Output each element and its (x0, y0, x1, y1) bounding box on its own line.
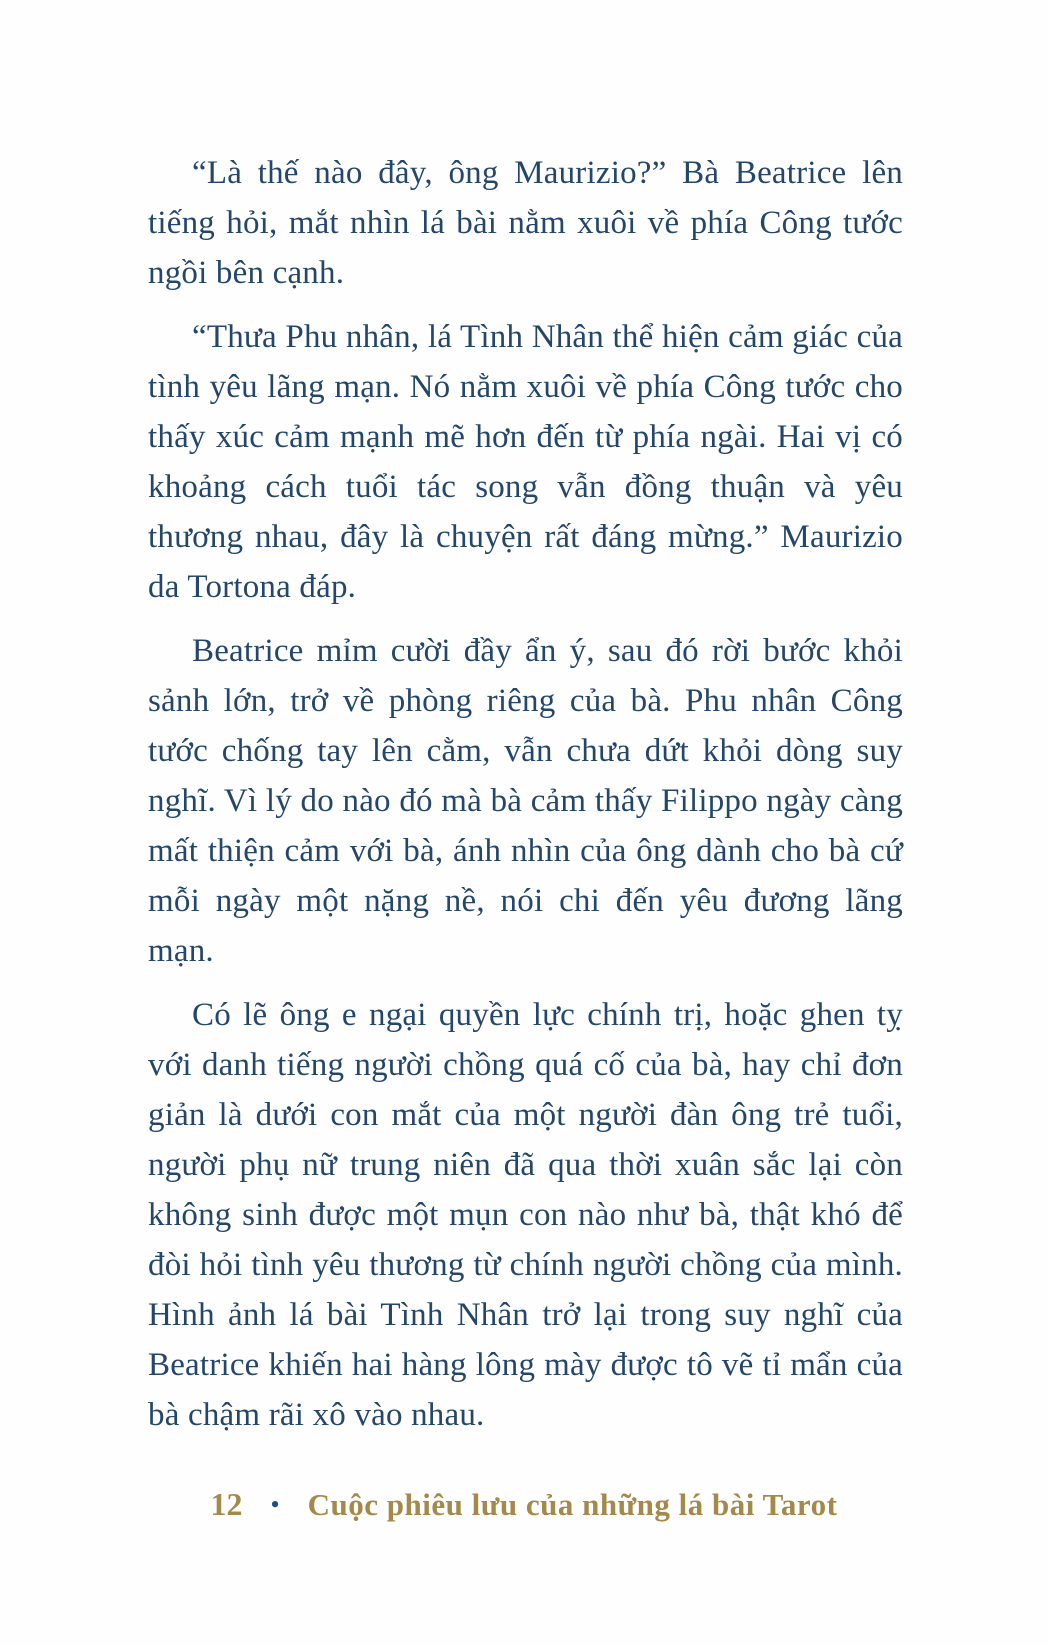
paragraph-narration-2: Có lẽ ông e ngại quyền lực chính trị, hoặc ghen tỵ với danh tiếng người chồng quá cố của bà, hay chỉ đơn giản là dưới con mắt của một người đàn ông trẻ tuổi, người phụ nữ trung niên đã qua thời xuân sắc lại còn không sinh được một mụn con nào như bà, thật khó để đòi hỏi tình yêu thương từ chính người chồng của mình. Hình ảnh lá bài Tình Nhân trở lại trong suy nghĩ của Beatrice khiến hai hàng lông mày được tô vẽ tỉ mẩn của bà chậm rãi xô vào nhau. (148, 997, 903, 1433)
bullet-separator-icon: • (270, 1489, 280, 1519)
page-footer (0, 1486, 1048, 1523)
book-title: Cuộc phiêu lưu của những lá bài Tarot (307, 1487, 838, 1522)
paragraph-dialogue-beatrice: “Là thế nào đây, ông Maurizio?” Bà Beatrice lên tiếng hỏi, mắt nhìn lá bài nằm xuôi về phía Công tước ngồi bên cạnh. (148, 155, 903, 291)
page-body-text (148, 148, 903, 1454)
page-number: 12 (210, 1486, 243, 1522)
paragraph-narration-1: Beatrice mỉm cười đầy ẩn ý, sau đó rời bước khỏi sảnh lớn, trở về phòng riêng của bà. Phu nhân Công tước chống tay lên cằm, vẫn chưa dứt khỏi dòng suy nghĩ. Vì lý do nào đó mà bà cảm thấy Filippo ngày càng mất thiện cảm với bà, ánh nhìn của ông dành cho bà cứ mỗi ngày một nặng nề, nói chi đến yêu đương lãng mạn. (148, 633, 903, 969)
paragraph-dialogue-maurizio: “Thưa Phu nhân, lá Tình Nhân thể hiện cảm giác của tình yêu lãng mạn. Nó nằm xuôi về phía Công tước cho thấy xúc cảm mạnh mẽ hơn đến từ phía ngài. Hai vị có khoảng cách tuổi tác song vẫn đồng thuận và yêu thương nhau, đây là chuyện rất đáng mừng.” Maurizio da Tortona đáp. (148, 319, 903, 605)
